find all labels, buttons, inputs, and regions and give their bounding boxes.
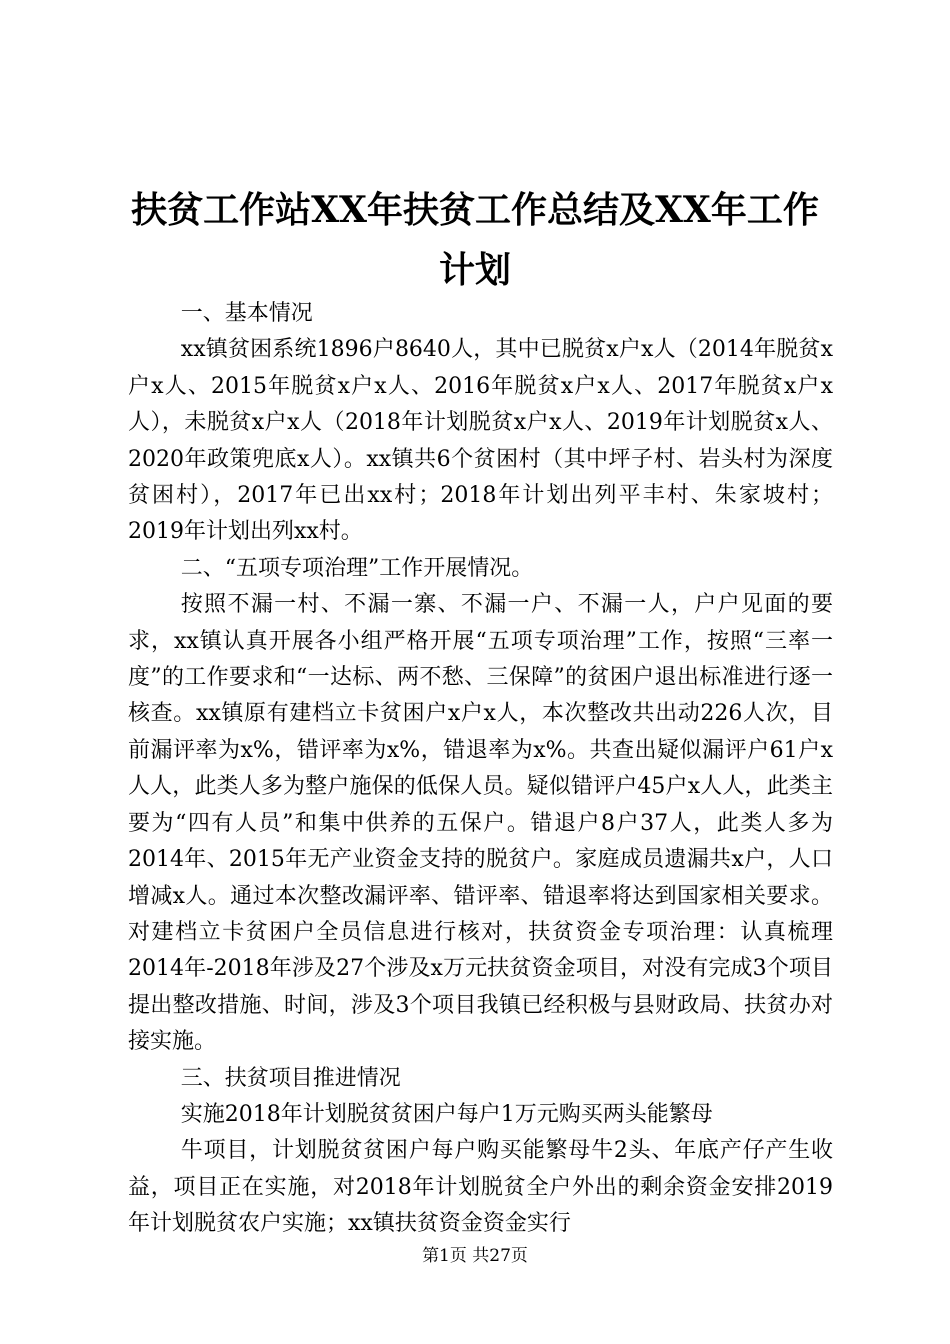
section-heading-projects: 三、扶贫项目推进情况 (180, 1065, 401, 1091)
paragraph-projects-1: 实施2018年计划脱贫贫困户每户1万元购买两头能繁母 (180, 1101, 713, 1127)
section-heading-basic: 一、基本情况 (180, 301, 313, 326)
paragraph-projects-2: 牛项目，计划脱贫贫困户每户购买能繁母牛2头、年底产仔产生收益，项目正在实施，对2018年计划脱贫全户外出的剩余资金安排2019年计划脱贫农户实施；xx镇扶贫资金资金实行 (128, 1138, 833, 1237)
section-heading-governance: 二、“五项专项治理”工作开展情况。 (180, 555, 534, 581)
page-title: 扶贫工作站XX年扶贫工作总结及XX年工作计划 (131, 189, 819, 291)
paragraph-governance: 按照不漏一村、不漏一寨、不漏一户、不漏一人，户户见面的要求，xx镇认真开展各小组严格开展“五项专项治理”工作，按照“三率一度”的工作要求和“一达标、两不愁、三保障”的贫困户退出标准进行逐一核查。xx镇原有建档立卡贫困户x户x人，本次整改共出动226人次，目前漏评率为x%，错评率为x%，错退率为x%。共查出疑似漏评户61户x人人，此类人多为整户施保的低保人员。疑似错评户45户x人人，此类主要为“四有人员”和集中供养的五保户。错退户8户37人，此类人多为2014年、2015年无产业资金支持的脱贫户。家庭成员遗漏共x户，人口增减x人。通过本次整改漏评率、错评率、错退率将达到国家相关要求。对建档立卡贫困户全员信息进行核对，扶贫资金专项治理：认真梳理2014年-2018年涉及27个涉及x万元扶贫资金项目，对没有完成3个项目提出整改措施、时间，涉及3个项目我镇已经积极与县财政局、扶贫办对接实施。 (128, 592, 833, 1055)
paragraph-basic: xx镇贫困系统1896户8640人，其中已脱贫x户x人（2014年脱贫x户x人、2015年脱贫x户x人、2016年脱贫x户x人、2017年脱贫x户x人），未脱贫x户x人（2018年计划脱贫x户x人、2019年计划脱贫x人、2020年政策兜底x人）。xx镇共6个贫困村（其中坪子村、岩头村为深度贫困村），2017年已出xx村；2018年计划出列平丰村、朱家坡村；2019年计划出列xx村。 (128, 337, 833, 545)
document-body (128, 296, 833, 1243)
page-footer: 第1页 共27页 (422, 1246, 528, 1266)
